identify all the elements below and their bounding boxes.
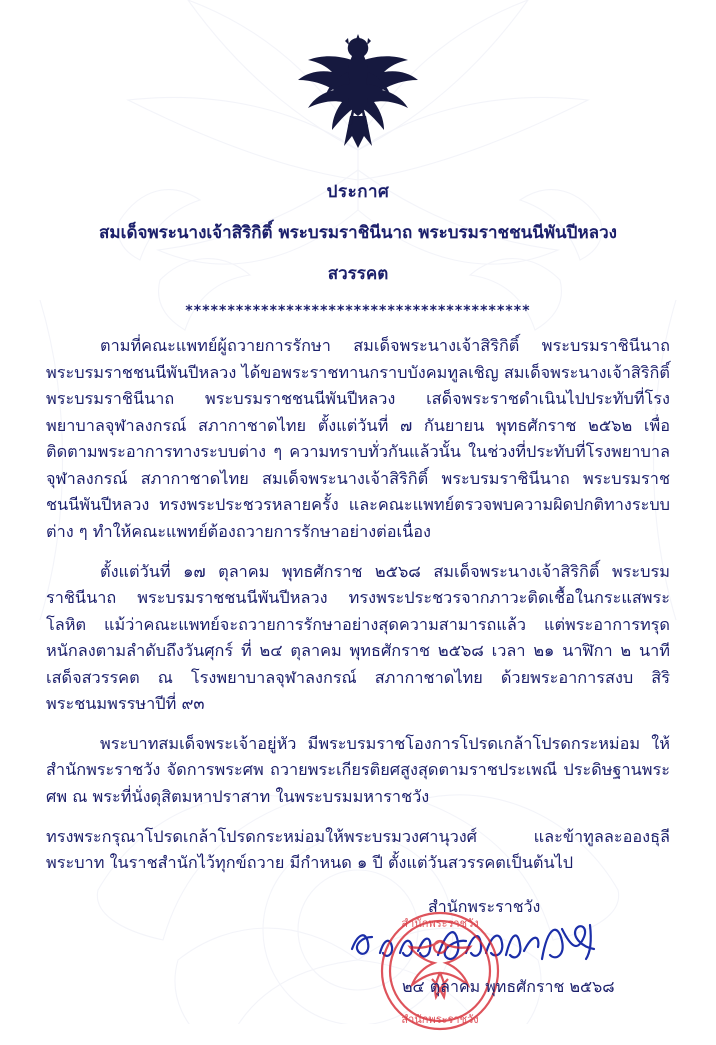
emblem-container bbox=[46, 32, 670, 164]
official-red-seal-icon bbox=[376, 907, 504, 1035]
garuda-emblem-icon bbox=[294, 32, 422, 150]
paragraph-2: ตั้งแต่วันที่ ๑๗ ตุลาคม พุทธศักราช ๒๕๖๘ สมเด็จพระนางเจ้าสิริกิติ์ พระบรมราชินีนาถ พระบรมราชชนนีพันปีหลวง ทรงพระประชวรจากภาวะติดเชื้อในกระแสพระโลหิต แม้ว่าคณะแพทย์จะถวายการรักษาอย่างสุดความสามารถแล้ว แต่พระอาการทรุดหนักลงตามลำดับถึงวันศุกร์ ที่ ๒๔ ตุลาคม พุทธศักราช ๒๕๖๘ เวลา ๒๑ นาฬิกา ๒ นาที เสด็จสวรรคต ณ โรงพยาบาลจุฬาลงกรณ์ สภากาชาดไทย ด้วยพระอาการสงบ สิริพระชนมพรรษาปีที่ ๙๓ bbox=[46, 561, 670, 714]
seal-text-bottom: สำนักพระราชวัง bbox=[401, 1012, 479, 1026]
body-text bbox=[46, 333, 670, 877]
announcement-label: ประกาศ bbox=[326, 182, 390, 202]
signature-block bbox=[46, 895, 670, 1045]
document-subtitle: สวรรคต bbox=[327, 264, 389, 284]
heading-block bbox=[46, 178, 670, 319]
paragraph-1: ตามที่คณะแพทย์ผู้ถวายการรักษา สมเด็จพระนางเจ้าสิริกิติ์ พระบรมราชินีนาถ พระบรมราชชนนีพันปีหลวง ได้ขอพระราชทานกราบบังคมทูลเชิญ สมเด็จพระนางเจ้าสิริกิติ์ พระบรมราชินีนาถ พระบรมราชชนนีพันปีหลวง เสด็จพระราชดำเนินไปประทับที่โรงพยาบาลจุฬาลงกรณ์ สภากาชาดไทย ตั้งแต่วันที่ ๗ กันยายน พุทธศักราช ๒๕๖๒ เพื่อติดตามพระอาการทางระบบต่าง ๆ ความทราบทั่วกันแล้วนั้น ในช่วงที่ประทับที่โรงพยาบาลจุฬาลงกรณ์ สภากาชาดไทย สมเด็จพระนางเจ้าสิริกิติ์ พระบรมราชินีนาถ พระบรมราชชนนีพันปีหลวง ทรงพระประชวรหลายครั้ง และคณะแพทย์ตรวจพบความผิดปกติทางระบบต่าง ๆ ทำให้คณะแพทย์ต้องถวายการรักษาอย่างต่อเนื่อง bbox=[46, 336, 670, 541]
paragraph-3: พระบาทสมเด็จพระเจ้าอยู่หัว มีพระบรมราชโองการโปรดเกล้าโปรดกระหม่อม ให้สำนักพระราชวัง จัดการพระศพ ถวายพระเกียรติยศสูงสุดตามราชประเพณี ประดิษฐานพระศพ ณ พระที่นั่งดุสิตมหาปราสาท ในพระบรมมหาราชวัง bbox=[46, 733, 670, 806]
paragraph-4: ทรงพระกรุณาโปรดเกล้าโปรดกระหม่อมให้พระบรมวงศานุวงศ์ และข้าทูลละอองธุลีพระบาท ในราชสำนักไว้ทุกข์ถวาย มีกำหนด ๑ ปี ตั้งแต่วันสวรรคตเป็นต้นไป bbox=[46, 826, 670, 873]
star-divider: ***************************************** bbox=[185, 303, 531, 319]
seal-text-top: สำนักพระราชวัง bbox=[401, 916, 479, 930]
document-title: สมเด็จพระนางเจ้าสิริกิติ์ พระบรมราชินีนาถ พระบรมราชชนนีพันปีหลวง bbox=[99, 223, 617, 243]
signature-date: ๒๔ ตุลาคม พุทธศักราช ๒๕๖๘ bbox=[402, 976, 615, 996]
issuing-office: สำนักพระราชวัง bbox=[428, 896, 541, 916]
